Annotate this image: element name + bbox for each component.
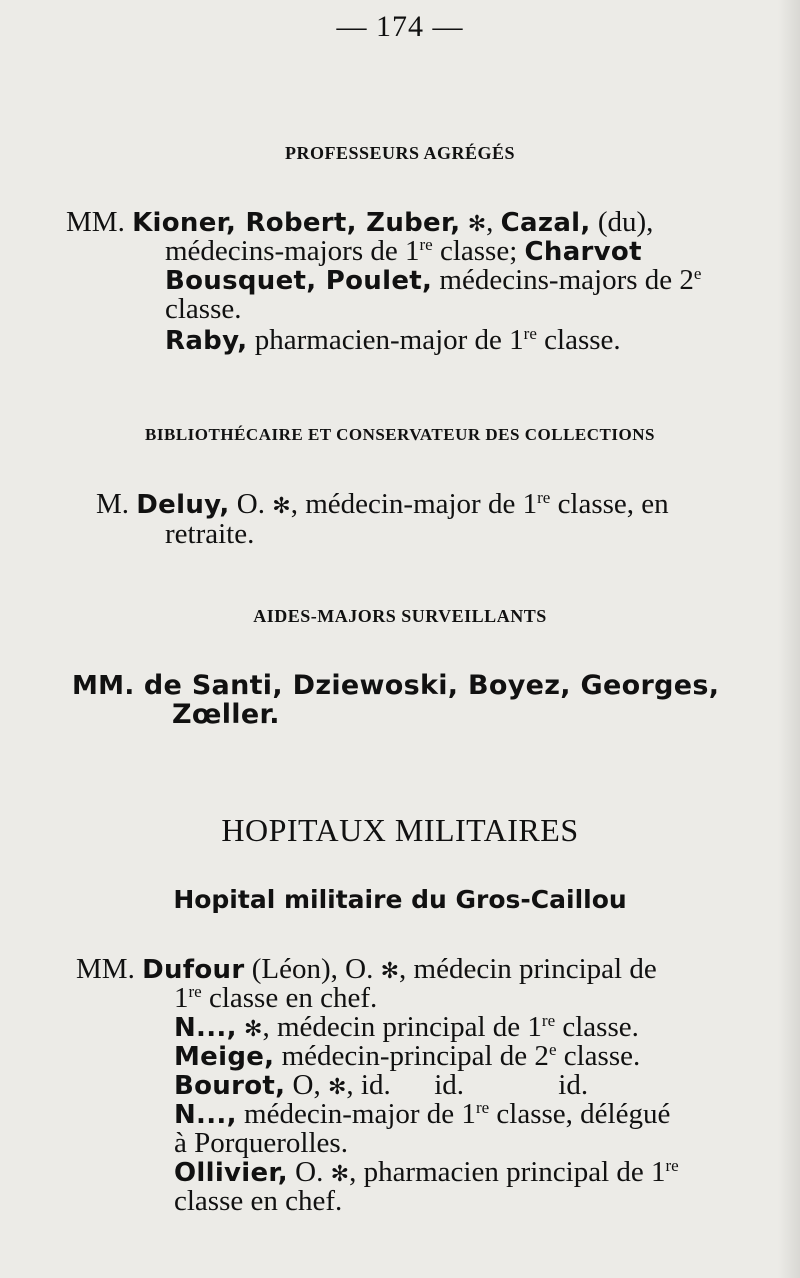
legion-star-icon: ✻ <box>380 958 400 983</box>
rank-end: classe. <box>536 324 621 356</box>
hopital-subtitle: Hopital militaire du Gros-Caillou <box>173 885 627 914</box>
honorific: MM. <box>76 953 143 985</box>
legion-star-icon: ✻ <box>272 493 291 518</box>
honorific: M. <box>96 488 137 520</box>
name-bold: Bourot, <box>174 1071 286 1101</box>
hopital-line-4 <box>174 1042 640 1072</box>
rank-text: , médecin-major de 1 <box>290 488 538 520</box>
rank-text: , médecin principal de <box>399 953 657 985</box>
honorific: MM. <box>72 671 144 701</box>
legion-star-icon: ✻ <box>327 1074 347 1099</box>
rank-end: classe. <box>555 1011 639 1043</box>
scan-edge-shadow <box>778 0 800 1278</box>
bibliothecaire-line-2: retraite. <box>165 518 255 550</box>
rank-text: médecin-major de 1 <box>236 1098 476 1130</box>
names-bold: Kioner, Robert, Zuber, <box>132 208 461 238</box>
names-bold: Zœller. <box>172 699 280 730</box>
page-number: — 174 — <box>336 10 464 43</box>
rank-end: classe; <box>432 235 518 267</box>
hopital-line-5 <box>174 1071 588 1101</box>
name-bold: N..., <box>174 1013 237 1043</box>
legion-star-icon: ✻ <box>467 211 487 236</box>
name-particle: (du), <box>597 206 654 238</box>
agreges-line-4: classe. <box>165 293 242 325</box>
hopital-line-3 <box>174 1013 639 1043</box>
name-bold: Raby, <box>165 326 248 356</box>
ordinal-sup: re <box>541 1011 556 1030</box>
idem-text: , id. id. id. <box>346 1069 589 1101</box>
rank-text: médecin-principal de 2 <box>274 1040 549 1072</box>
ordinal-sup: e <box>693 264 702 283</box>
bibliothecaire-line-1 <box>96 490 669 520</box>
hopital-line-9: classe en chef. <box>174 1185 343 1217</box>
hopital-line-7: à Porquerolles. <box>174 1127 348 1159</box>
name-bold: Ollivier, <box>174 1158 288 1188</box>
honorific: MM. <box>66 206 133 238</box>
names-bold: Bousquet, Poulet, <box>165 266 433 296</box>
rank-text: , médecin principal de 1 <box>262 1011 542 1043</box>
rank-end: classe en chef. <box>201 982 378 1014</box>
ordinal-sup: re <box>537 488 551 507</box>
rank-text: médecins-majors de 1 <box>165 235 420 267</box>
agreges-line-1 <box>66 208 653 238</box>
aides-line-2 <box>172 700 280 729</box>
section-title-agreges: PROFESSEURS AGRÉGÉS <box>284 143 516 163</box>
comma: , <box>486 206 494 238</box>
legion-star-icon: ✻ <box>330 1161 350 1186</box>
name-bold: Cazal, <box>500 208 591 238</box>
rank-text: pharmacien-major de 1 <box>254 324 524 356</box>
ordinal-sup: re <box>188 982 202 1001</box>
rank-end: classe, en <box>550 488 669 520</box>
hopital-line-1 <box>76 955 657 985</box>
officer-mark: O. <box>229 488 273 520</box>
rank-end: classe, délégué <box>489 1098 671 1130</box>
name-bold: N..., <box>174 1100 237 1130</box>
legion-star-icon: ✻ <box>244 1016 263 1041</box>
ordinal-number: 1 <box>174 982 189 1014</box>
ordinal-sup: re <box>419 235 433 254</box>
agreges-line-5 <box>165 326 621 356</box>
names-bold: de Santi, Dziewoski, Boyez, Georges, <box>143 670 720 701</box>
aides-line-1 <box>72 671 719 701</box>
rank-text: médecins-majors de 2 <box>439 264 694 296</box>
section-title-bibliothecaire: BIBLIOTHÉCAIRE ET CONSERVATEUR DES COLLECTIONS <box>145 425 655 444</box>
officer-mark: O, <box>285 1069 328 1101</box>
name-bold: Dufour <box>142 955 245 985</box>
agreges-line-3 <box>165 266 701 296</box>
agreges-line-2 <box>165 237 642 267</box>
hopitaux-title: HOPITAUX MILITAIRES <box>221 812 579 848</box>
ordinal-sup: re <box>523 324 537 343</box>
hopital-line-2 <box>174 984 377 1013</box>
ordinal-sup: re <box>665 1156 679 1175</box>
officer-mark: O. <box>287 1156 331 1188</box>
rank-text: , pharmacien principal de 1 <box>349 1156 666 1188</box>
name-bold: Charvot <box>524 237 642 267</box>
ordinal-sup: e <box>548 1040 557 1059</box>
rank-end: classe. <box>556 1040 641 1072</box>
section-title-aides: AIDES-MAJORS SURVEILLANTS <box>253 606 547 626</box>
name-bold: Deluy, <box>136 490 230 520</box>
hopital-line-6 <box>174 1100 670 1130</box>
hopital-line-8 <box>174 1158 679 1188</box>
name-detail: (Léon), O. <box>244 953 381 985</box>
ordinal-sup: re <box>475 1098 490 1117</box>
name-bold: Meige, <box>174 1042 275 1072</box>
